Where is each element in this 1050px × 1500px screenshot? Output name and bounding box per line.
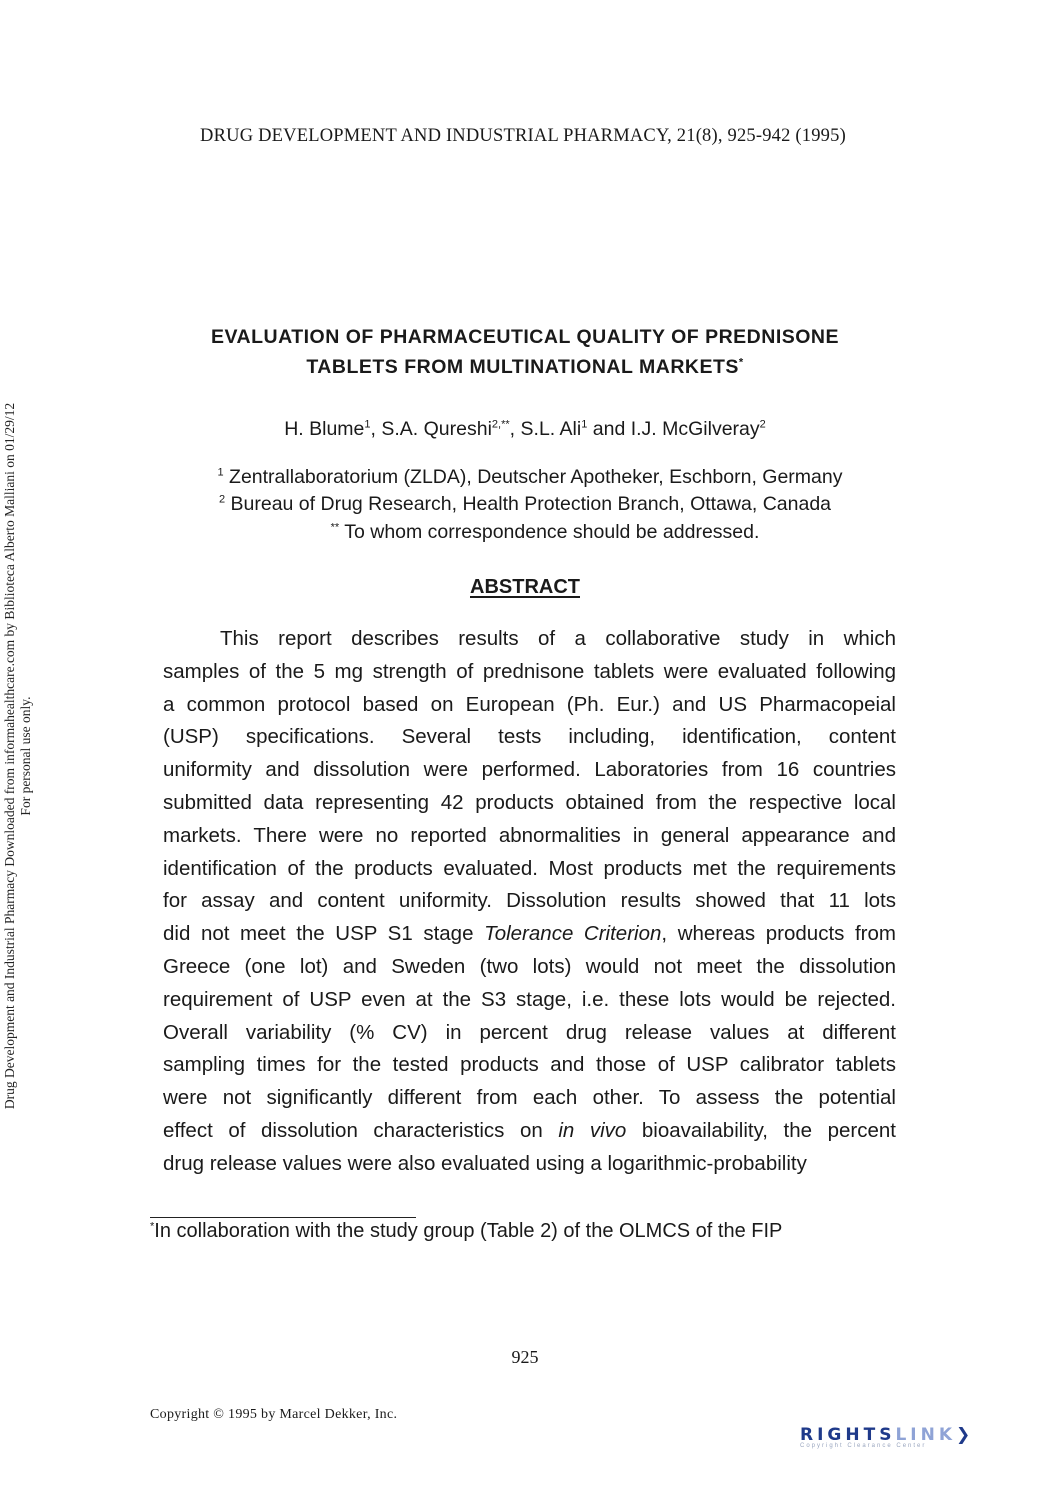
correspondence-note xyxy=(0,521,1050,544)
abstract-line xyxy=(163,887,896,920)
abstract-text: drug release values were also evaluated using a logarithmic-probability xyxy=(163,1151,807,1175)
abstract-line xyxy=(163,986,896,1019)
abstract-line xyxy=(163,822,896,855)
abstract-text: bioavailability, the percent xyxy=(626,1118,896,1142)
author-separator: , xyxy=(509,418,521,440)
download-notice xyxy=(2,306,34,1206)
correspondence-text: To whom correspondence should be addressed. xyxy=(339,521,760,543)
title-text: TABLETS FROM MULTINATIONAL MARKETS xyxy=(306,356,739,378)
affiliation-text: Zentrallaboratorium (ZLDA), Deutscher Apotheker, Eschborn, Germany xyxy=(223,466,843,488)
authors xyxy=(0,418,1050,441)
download-notice-line: Drug Development and Industrial Pharmacy Downloaded from informahealthcare.com by Biblioteca Alberto Malliani on 01/29/12 xyxy=(2,402,17,1110)
abstract-text: for assay and content uniformity. Dissolution results showed that 11 lots xyxy=(163,889,896,913)
author-affiliation-mark: 1 xyxy=(364,418,371,431)
abstract-line xyxy=(163,1084,896,1117)
abstract-line xyxy=(163,756,896,789)
abstract-text: Overall variability (% CV) in percent drug release values at different xyxy=(163,1020,896,1044)
affiliation-2 xyxy=(0,493,1050,516)
page-number: 925 xyxy=(511,1347,539,1367)
abstract-line xyxy=(163,920,896,953)
personal-use-notice: For personal use only. xyxy=(18,696,33,816)
author-name: S.A. Qureshi xyxy=(381,418,492,440)
author-separator: and xyxy=(587,418,631,440)
abstract-text: did not meet the USP S1 stage xyxy=(163,922,485,946)
abstract-line xyxy=(163,1117,896,1150)
logo-text-b: LINK xyxy=(895,1425,956,1445)
affiliation-mark: 2 xyxy=(218,493,226,506)
abstract-text: samples of the 5 mg strength of prednisone tablets were evaluated following xyxy=(163,659,896,683)
abstract-line xyxy=(163,789,896,822)
abstract-line xyxy=(163,953,896,986)
author-name: H. Blume xyxy=(284,418,365,440)
title-footnote-mark: * xyxy=(738,356,744,369)
abstract-line xyxy=(163,855,896,888)
footnote-text: In collaboration with the study group (Table 2) of the OLMCS of the FIP xyxy=(154,1220,783,1242)
abstract-text: submitted data representing 42 products obtained from the respective local xyxy=(163,790,896,814)
copyright: Copyright © 1995 by Marcel Dekker, Inc. xyxy=(150,1407,398,1422)
logo-subtitle: Copyright Clearance Center xyxy=(800,1443,927,1449)
abstract-line xyxy=(163,1150,896,1183)
footnote-rule xyxy=(150,1217,416,1218)
rightslink-logo xyxy=(800,1425,974,1449)
abstract-text: markets. There were no reported abnormalities in general appearance and xyxy=(163,823,896,847)
title-line-1: EVALUATION OF PHARMACEUTICAL QUALITY OF PREDNISONE xyxy=(210,326,840,348)
author-affiliation-mark: 2 xyxy=(759,418,766,431)
affiliation-mark: 1 xyxy=(217,466,224,479)
abstract-text: a common protocol based on European (Ph. Eur.) and US Pharmacopeial xyxy=(163,692,896,716)
logo-arrow-icon: ❯ xyxy=(956,1425,975,1445)
abstract-line xyxy=(163,1019,896,1052)
footnote-mark: * xyxy=(150,1220,155,1233)
abstract-line xyxy=(163,723,896,756)
abstract-text: , whereas products from xyxy=(661,922,896,946)
author-affiliation-mark: 2,** xyxy=(491,418,510,431)
abstract-text: sampling times for the tested products and those of USP calibrator tablets xyxy=(163,1053,896,1077)
author-affiliation-mark: 1 xyxy=(581,418,588,431)
abstract-italic-term: Tolerance Criterion xyxy=(484,922,662,946)
abstract-text: effect of dissolution characteristics on xyxy=(163,1118,559,1142)
abstract-text: This report describes results of a collaborative study in which xyxy=(220,627,896,650)
abstract-text: (USP) specifications. Several tests including, identification, content xyxy=(163,725,896,749)
abstract-line xyxy=(163,1051,896,1084)
abstract-heading xyxy=(0,576,1050,599)
affiliation-1 xyxy=(0,466,1050,489)
abstract-italic-term: in vivo xyxy=(558,1118,627,1142)
author-name: I.J. McGilveray xyxy=(630,418,760,440)
abstract-text: Greece (one lot) and Sweden (two lots) would not meet the dissolution xyxy=(163,954,896,978)
author-separator: , xyxy=(370,418,382,440)
logo-text-a: RIGHTS xyxy=(800,1425,896,1445)
abstract-line xyxy=(163,658,896,691)
journal-citation: DRUG DEVELOPMENT AND INDUSTRIAL PHARMACY, 21(8), 925-942 (1995) xyxy=(200,126,846,146)
abstract-heading-text: ABSTRACT xyxy=(470,576,580,598)
abstract-text: requirement of USP even at the S3 stage, i.e. these lots would be rejected. xyxy=(163,987,896,1011)
abstract-body xyxy=(163,625,896,1183)
abstract-line xyxy=(163,625,896,658)
abstract-text: identification of the products evaluated. Most products met the requirements xyxy=(163,856,896,880)
journal-header xyxy=(0,126,1050,147)
correspondence-mark: ** xyxy=(330,521,340,534)
author-name: S.L. Ali xyxy=(520,418,582,440)
affiliation-text: Bureau of Drug Research, Health Protection Branch, Ottawa, Canada xyxy=(225,493,832,515)
abstract-text: were not significantly different from each other. To assess the potential xyxy=(163,1086,896,1110)
abstract-line xyxy=(163,691,896,724)
footnote xyxy=(150,1220,782,1243)
title-line-2 xyxy=(0,356,1050,379)
abstract-text: uniformity and dissolution were performed. Laboratories from 16 countries xyxy=(163,758,896,782)
